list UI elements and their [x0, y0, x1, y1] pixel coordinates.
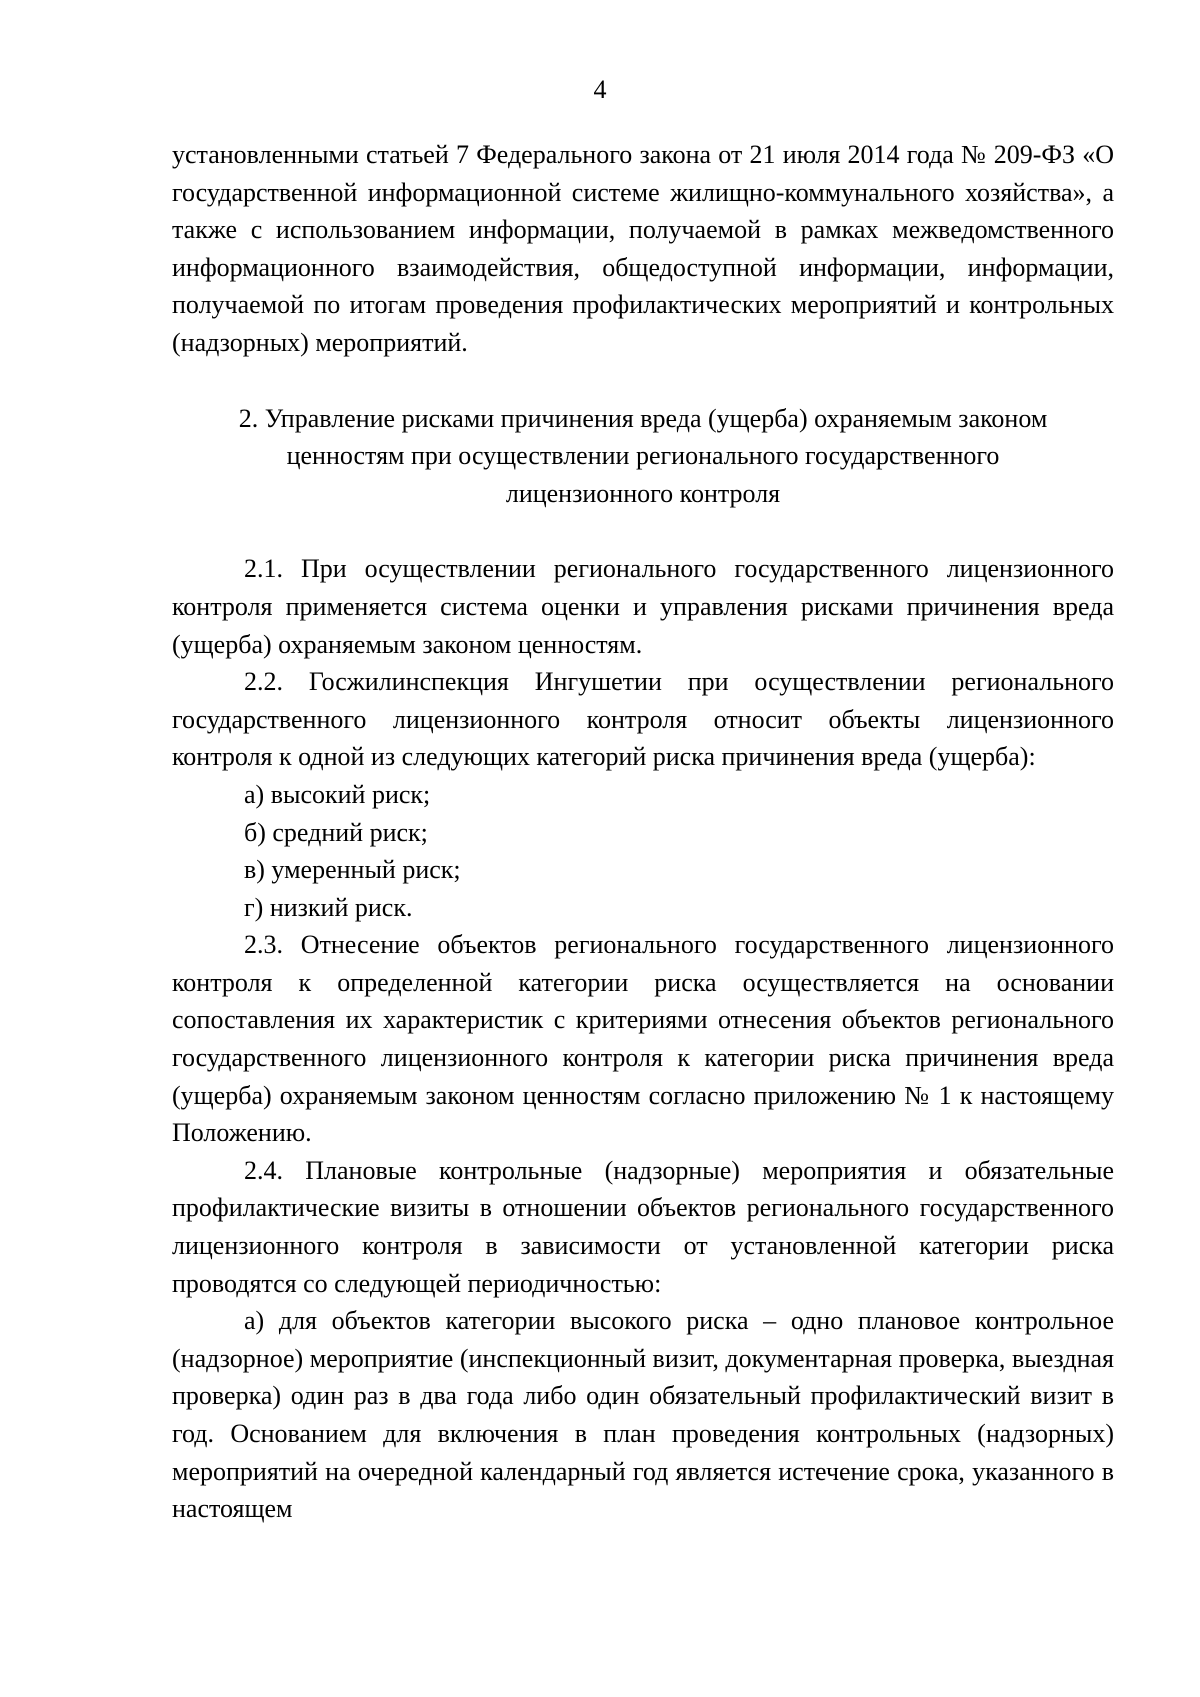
- section-heading-line-3: лицензионного контроля: [505, 478, 781, 508]
- paragraph-2-4: 2.4. Плановые контрольные (надзорные) мероприятия и обязательные профилактические визиты в отношении объектов регионального государственного лицензионного контроля в зависимости от установленной категории риска проводятся со следующей периодичностью:: [172, 1155, 1114, 1298]
- document-body: [172, 136, 1114, 1528]
- risk-category-medium: б) средний риск;: [244, 817, 428, 847]
- page-number: 4: [593, 75, 607, 104]
- risk-category-moderate: в) умеренный риск;: [244, 855, 461, 885]
- section-heading: [172, 400, 1114, 513]
- intro-paragraph: установленными статьей 7 Федерального закона от 21 июля 2014 года № 209-ФЗ «О государственной информационной системе жилищно-коммунального хозяйства», а также с использованием информации, получаемой в рамках межведомственного информационного взаимодействия, общедоступной информации, информации, получаемой по итогам проведения профилактических мероприятий и контрольных (надзорных) мероприятий.: [172, 140, 1114, 357]
- section-heading-line-1: 2. Управление рисками причинения вреда (ущерба) охраняемым законом: [238, 403, 1048, 433]
- paragraph-2-1: 2.1. При осуществлении регионального государственного лицензионного контроля применяется система оценки и управления рисками причинения вреда (ущерба) охраняемым законом ценностям.: [172, 554, 1114, 659]
- paragraph-2-3: 2.3. Отнесение объектов регионального государственного лицензионного контроля к определенной категории риска осуществляется на основании сопоставления их характеристик с критериями отнесения объектов регионального государственного лицензионного контроля к категории риска причинения вреда (ущерба) охраняемым законом ценностям согласно приложению № 1 к настоящему Положению.: [172, 930, 1114, 1148]
- paragraph-2-2: 2.2. Госжилинспекция Ингушетии при осуществлении регионального государственного лицензионного контроля относит объекты лицензионного контроля к одной из следующих категорий риска причинения вреда (ущерба):: [172, 667, 1114, 772]
- risk-category-low: г) низкий риск.: [244, 892, 413, 922]
- paragraph-2-4-a: а) для объектов категории высокого риска – одно плановое контрольное (надзорное) мероприятие (инспекционный визит, документарная проверка, выездная проверка) один раз в два года либо один обязательный профилактический визит в год. Основанием для включения в план проведения контрольных (надзорных) мероприятий на очередной календарный год является истечение срока, указанного в настоящем: [172, 1306, 1114, 1524]
- section-heading-line-2: ценностям при осуществлении регионального государственного: [286, 441, 1000, 471]
- risk-category-high: а) высокий риск;: [244, 779, 431, 809]
